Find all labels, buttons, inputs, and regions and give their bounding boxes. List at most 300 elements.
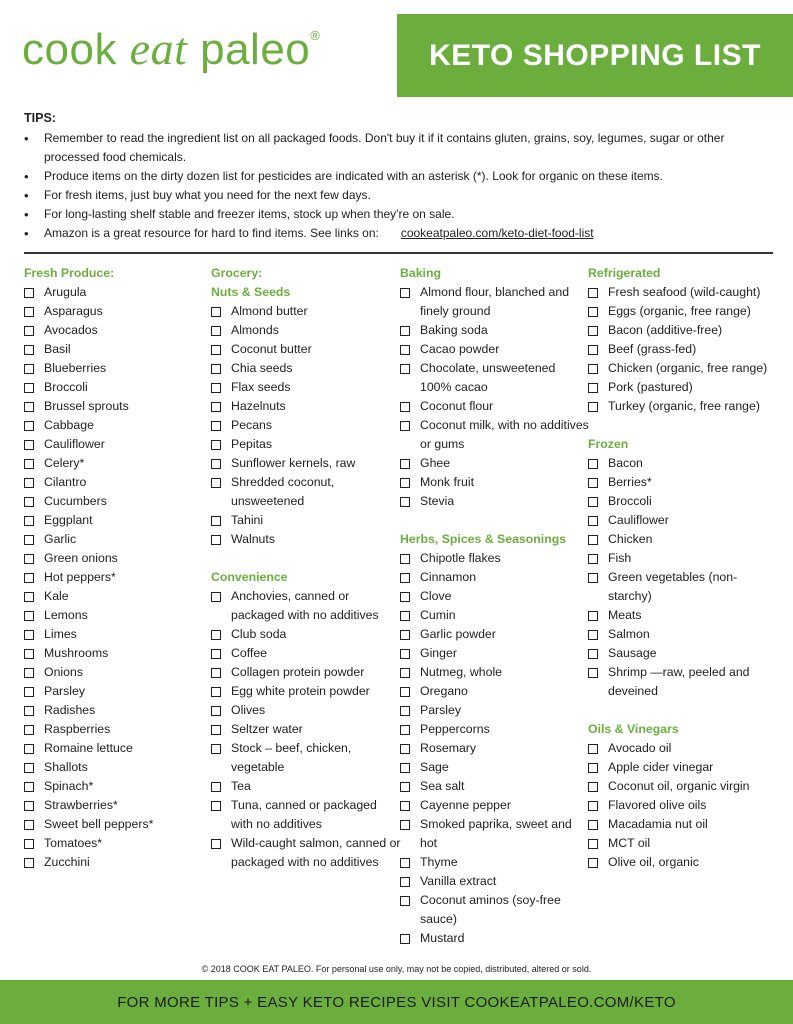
checkbox[interactable] [24, 763, 34, 773]
list-item[interactable] [24, 758, 214, 777]
list-item[interactable] [24, 359, 214, 378]
list-item[interactable] [400, 283, 590, 321]
registered-mark: ® [310, 28, 321, 43]
checkbox[interactable] [588, 611, 598, 621]
item-label: Chicken [608, 532, 653, 546]
item-label: Ghee [420, 456, 451, 470]
list-item[interactable] [211, 777, 401, 796]
list-item[interactable] [24, 682, 214, 701]
list-item[interactable] [588, 283, 778, 302]
checkbox[interactable] [211, 307, 221, 317]
checkbox[interactable] [24, 307, 34, 317]
list-item[interactable] [400, 340, 590, 359]
list-item[interactable] [24, 473, 214, 492]
list-item[interactable] [24, 454, 214, 473]
list-item[interactable] [588, 302, 778, 321]
list-item[interactable] [24, 815, 214, 834]
list-item[interactable] [400, 872, 590, 891]
list-item[interactable] [400, 397, 590, 416]
checkbox[interactable] [211, 725, 221, 735]
list-item[interactable] [400, 321, 590, 340]
checkbox[interactable] [24, 687, 34, 697]
checkbox[interactable] [24, 497, 34, 507]
list-item[interactable] [588, 796, 778, 815]
item-label: Coffee [231, 646, 268, 660]
list-section [24, 264, 214, 872]
checkbox[interactable] [24, 592, 34, 602]
checkbox[interactable] [400, 763, 410, 773]
item-label: Garlic [44, 532, 77, 546]
checkbox[interactable] [24, 535, 34, 545]
item-label: Collagen protein powder [231, 665, 365, 679]
tips-heading: TIPS: [24, 111, 56, 125]
checkbox[interactable] [211, 516, 221, 526]
checkbox[interactable] [211, 687, 221, 697]
list-item[interactable] [211, 435, 401, 454]
checkbox[interactable] [24, 706, 34, 716]
item-label: Pork (pastured) [608, 380, 693, 394]
item-label: Eggplant [44, 513, 93, 527]
checkbox[interactable] [400, 744, 410, 754]
checkbox[interactable] [588, 364, 598, 374]
item-label: Hazelnuts [231, 399, 286, 413]
checkbox[interactable] [400, 934, 410, 944]
list-item[interactable] [588, 511, 778, 530]
list-section [211, 283, 401, 549]
list-item[interactable] [24, 606, 214, 625]
item-label: Radishes [44, 703, 96, 717]
list-item[interactable] [211, 378, 401, 397]
item-label: Pecans [231, 418, 273, 432]
checkbox[interactable] [400, 820, 410, 830]
checkbox[interactable] [588, 326, 598, 336]
checkbox[interactable] [24, 668, 34, 678]
checkbox[interactable] [400, 668, 410, 678]
list-item[interactable] [211, 796, 401, 834]
checkbox[interactable] [400, 459, 410, 469]
checkbox[interactable] [400, 573, 410, 583]
list-item[interactable] [24, 492, 214, 511]
checkbox[interactable] [588, 288, 598, 298]
checkbox[interactable] [588, 497, 598, 507]
checkbox[interactable] [588, 668, 598, 678]
list-item[interactable] [24, 283, 214, 302]
checkbox[interactable] [588, 307, 598, 317]
section-title: Convenience [211, 570, 288, 584]
item-label: Mustard [420, 931, 465, 945]
item-label: Berries* [608, 475, 652, 489]
item-label: Almonds [231, 323, 279, 337]
checkbox[interactable] [24, 516, 34, 526]
list-item[interactable] [400, 454, 590, 473]
tip-item: • For long-lasting shelf stable and freezer items, stock up when they're on sale. [24, 205, 764, 224]
list-item[interactable] [400, 758, 590, 777]
checkbox[interactable] [211, 402, 221, 412]
checkbox[interactable] [24, 649, 34, 659]
checkbox[interactable] [24, 611, 34, 621]
item-label: Chipotle flakes [420, 551, 501, 565]
list-item[interactable] [400, 644, 590, 663]
list-item[interactable] [588, 454, 778, 473]
item-label: Eggs (organic, free range) [608, 304, 751, 318]
list-item[interactable] [588, 340, 778, 359]
list-item[interactable] [24, 321, 214, 340]
item-label: Sweet bell peppers* [44, 817, 154, 831]
list-item[interactable] [400, 929, 590, 948]
checkbox[interactable] [588, 345, 598, 355]
item-label: Stock – beef, chicken, vegetable [231, 741, 352, 774]
item-label: Cinnamon [420, 570, 477, 584]
list-item[interactable] [400, 473, 590, 492]
item-label: Cacao powder [420, 342, 500, 356]
checkbox[interactable] [400, 288, 410, 298]
checkbox[interactable] [211, 364, 221, 374]
checkbox[interactable] [211, 668, 221, 678]
list-item[interactable] [211, 397, 401, 416]
item-label: Asparagus [44, 304, 103, 318]
item-label: Tahini [231, 513, 264, 527]
list-item[interactable] [588, 397, 778, 416]
item-label: Bacon [608, 456, 643, 470]
list-item[interactable] [211, 473, 401, 511]
list-item[interactable] [24, 644, 214, 663]
list-item[interactable] [211, 739, 401, 777]
list-item[interactable] [211, 625, 401, 644]
checkbox[interactable] [588, 459, 598, 469]
tip-item: • For fresh items, just buy what you need for the next few days. [24, 186, 764, 205]
list-item[interactable] [211, 454, 401, 473]
list-item[interactable] [588, 378, 778, 397]
item-label: Ginger [420, 646, 457, 660]
keto-food-list-link[interactable]: cookeatpaleo.com/keto-diet-food-list [400, 226, 594, 240]
section-title: Oils & Vinegars [588, 722, 679, 736]
checkbox[interactable] [211, 459, 221, 469]
list-item[interactable] [588, 777, 778, 796]
list-item[interactable] [588, 815, 778, 834]
section-title: Baking [400, 266, 441, 280]
list-item[interactable] [24, 530, 214, 549]
checkbox[interactable] [588, 383, 598, 393]
item-label: Olive oil, organic [608, 855, 699, 869]
item-label: Apple cider vinegar [608, 760, 714, 774]
item-label: Green onions [44, 551, 118, 565]
logo-text-cook: cook [22, 25, 130, 74]
item-label: Parsley [44, 684, 86, 698]
checkbox[interactable] [24, 573, 34, 583]
item-label: Blueberries [44, 361, 107, 375]
checkbox[interactable] [588, 801, 598, 811]
checkbox[interactable] [588, 763, 598, 773]
list-item[interactable] [588, 473, 778, 492]
list-item[interactable] [400, 625, 590, 644]
list-item[interactable] [211, 321, 401, 340]
checkbox[interactable] [211, 839, 221, 849]
section-spacer [588, 701, 778, 720]
list-item[interactable] [588, 834, 778, 853]
checkbox[interactable] [24, 383, 34, 393]
checkbox[interactable] [211, 649, 221, 659]
item-label: Celery* [44, 456, 85, 470]
item-label: Bacon (additive-free) [608, 323, 723, 337]
item-label: Club soda [231, 627, 287, 641]
list-item[interactable] [24, 302, 214, 321]
checkbox[interactable] [588, 478, 598, 488]
checkbox[interactable] [400, 649, 410, 659]
list-item[interactable] [400, 739, 590, 758]
list-item[interactable] [400, 606, 590, 625]
checkbox[interactable] [24, 459, 34, 469]
item-label: Strawberries* [44, 798, 118, 812]
list-item[interactable] [400, 815, 590, 853]
section-spacer [588, 416, 778, 435]
tips-section [24, 111, 764, 243]
checkbox[interactable] [211, 478, 221, 488]
checkbox[interactable] [24, 858, 34, 868]
section-spacer [211, 549, 401, 568]
item-label: Sea salt [420, 779, 465, 793]
checkbox[interactable] [400, 687, 410, 697]
checkbox[interactable] [400, 630, 410, 640]
list-item[interactable] [211, 302, 401, 321]
section-title: Herbs, Spices & Seasonings [400, 532, 567, 546]
column-4 [588, 264, 778, 872]
list-item[interactable] [24, 739, 214, 758]
item-label: Coconut oil, organic virgin [608, 779, 750, 793]
checkbox[interactable] [24, 801, 34, 811]
list-item[interactable] [588, 625, 778, 644]
item-label: Broccoli [44, 380, 88, 394]
list-item[interactable] [211, 834, 401, 872]
column-3 [400, 264, 590, 948]
list-item[interactable] [24, 378, 214, 397]
item-label: Broccoli [608, 494, 652, 508]
list-item[interactable] [24, 701, 214, 720]
checkbox[interactable] [400, 364, 410, 374]
checkbox[interactable] [211, 782, 221, 792]
tips-list [24, 129, 764, 243]
checkbox[interactable] [24, 725, 34, 735]
list-item[interactable] [24, 340, 214, 359]
checkbox[interactable] [211, 421, 221, 431]
checkbox[interactable] [588, 573, 598, 583]
checkbox[interactable] [400, 497, 410, 507]
list-item[interactable] [400, 416, 590, 454]
checkbox[interactable] [24, 839, 34, 849]
list-section [211, 568, 401, 872]
item-label: Coconut butter [231, 342, 312, 356]
list-item[interactable] [400, 663, 590, 682]
checkbox[interactable] [400, 345, 410, 355]
list-item[interactable] [400, 853, 590, 872]
item-label: Oregano [420, 684, 468, 698]
checkbox[interactable] [400, 858, 410, 868]
item-label: Onions [44, 665, 83, 679]
list-item[interactable] [211, 663, 401, 682]
list-item[interactable] [24, 663, 214, 682]
list-item[interactable] [400, 777, 590, 796]
list-item[interactable] [211, 359, 401, 378]
item-label: Coconut aminos (soy-free sauce) [420, 893, 561, 926]
list-item[interactable] [588, 739, 778, 758]
checkbox[interactable] [24, 478, 34, 488]
title-banner [397, 14, 793, 97]
checkbox[interactable] [24, 820, 34, 830]
checkbox[interactable] [400, 554, 410, 564]
item-label: Sausage [608, 646, 657, 660]
item-label: Arugula [44, 285, 87, 299]
item-label: Zucchini [44, 855, 90, 869]
list-item[interactable] [24, 834, 214, 853]
list-item[interactable] [24, 435, 214, 454]
checkbox[interactable] [588, 820, 598, 830]
checkbox[interactable] [24, 440, 34, 450]
column-2 [211, 264, 401, 872]
checkbox[interactable] [24, 345, 34, 355]
list-item[interactable] [24, 549, 214, 568]
checkbox[interactable] [588, 744, 598, 754]
checkbox[interactable] [588, 402, 598, 412]
list-item[interactable] [400, 359, 590, 397]
list-item[interactable] [400, 682, 590, 701]
list-item[interactable] [24, 416, 214, 435]
list-item[interactable] [588, 663, 778, 701]
list-item[interactable] [588, 359, 778, 378]
checkbox[interactable] [24, 288, 34, 298]
list-item[interactable] [211, 682, 401, 701]
section-title: Fresh Produce: [24, 266, 115, 280]
item-label: Tuna, canned or packaged with no additives [231, 798, 377, 831]
list-item[interactable] [24, 777, 214, 796]
list-item[interactable] [400, 701, 590, 720]
list-section [588, 264, 778, 416]
list-item[interactable] [588, 853, 778, 872]
checkbox[interactable] [211, 630, 221, 640]
list-item[interactable] [24, 625, 214, 644]
checkbox[interactable] [400, 402, 410, 412]
checkbox[interactable] [211, 383, 221, 393]
list-section [588, 435, 778, 701]
list-item[interactable] [588, 321, 778, 340]
checkbox[interactable] [400, 592, 410, 602]
list-item[interactable] [400, 720, 590, 739]
item-label: Tomatoes* [44, 836, 103, 850]
list-item[interactable] [24, 568, 214, 587]
list-item[interactable] [24, 587, 214, 606]
item-label: Cucumbers [44, 494, 107, 508]
list-item[interactable] [588, 644, 778, 663]
list-item[interactable] [588, 568, 778, 606]
checkbox[interactable] [588, 839, 598, 849]
checkbox[interactable] [400, 326, 410, 336]
item-label: Fresh seafood (wild-caught) [608, 285, 761, 299]
item-label: Peppercorns [420, 722, 490, 736]
checkbox[interactable] [211, 592, 221, 602]
checkbox[interactable] [211, 440, 221, 450]
checkbox[interactable] [24, 326, 34, 336]
item-label: Lemons [44, 608, 88, 622]
list-item[interactable] [400, 568, 590, 587]
checkbox[interactable] [588, 535, 598, 545]
checkbox[interactable] [400, 782, 410, 792]
checkbox[interactable] [24, 421, 34, 431]
list-item[interactable] [211, 587, 401, 625]
checkbox[interactable] [24, 402, 34, 412]
checkbox[interactable] [24, 630, 34, 640]
list-item[interactable] [24, 397, 214, 416]
checkbox[interactable] [588, 782, 598, 792]
checkbox[interactable] [24, 782, 34, 792]
checkbox[interactable] [588, 516, 598, 526]
checkbox[interactable] [211, 535, 221, 545]
list-item[interactable] [24, 720, 214, 739]
list-item[interactable] [400, 587, 590, 606]
list-item[interactable] [588, 758, 778, 777]
item-label: Chia seeds [231, 361, 293, 375]
list-item[interactable] [211, 701, 401, 720]
list-item[interactable] [588, 530, 778, 549]
list-item[interactable] [211, 416, 401, 435]
list-item[interactable] [24, 796, 214, 815]
checkbox[interactable] [400, 725, 410, 735]
section-title: Refrigerated [588, 266, 661, 280]
checkbox[interactable] [211, 706, 221, 716]
list-item[interactable] [24, 853, 214, 872]
checkbox[interactable] [588, 630, 598, 640]
list-item[interactable] [211, 530, 401, 549]
checkbox[interactable] [24, 364, 34, 374]
checkbox[interactable] [211, 801, 221, 811]
item-label: Avocado oil [608, 741, 672, 755]
checkbox[interactable] [400, 421, 410, 431]
item-label: Cayenne pepper [420, 798, 511, 812]
list-item[interactable] [400, 891, 590, 929]
checkbox[interactable] [588, 554, 598, 564]
item-label: Turkey (organic, free range) [608, 399, 760, 413]
checkbox[interactable] [588, 649, 598, 659]
list-item[interactable] [588, 606, 778, 625]
checkbox[interactable] [24, 744, 34, 754]
list-item[interactable] [211, 644, 401, 663]
checkbox[interactable] [211, 326, 221, 336]
checkbox[interactable] [211, 345, 221, 355]
list-item[interactable] [211, 511, 401, 530]
list-item[interactable] [400, 796, 590, 815]
checkbox[interactable] [400, 877, 410, 887]
item-label: MCT oil [608, 836, 651, 850]
checkbox[interactable] [400, 896, 410, 906]
list-item[interactable] [400, 492, 590, 511]
list-item[interactable] [400, 549, 590, 568]
item-label: Cauliflower [44, 437, 105, 451]
brand-logo [22, 22, 320, 75]
checkbox[interactable] [211, 744, 221, 754]
item-label: Baking soda [420, 323, 488, 337]
item-label: Seltzer water [231, 722, 303, 736]
checkbox[interactable] [400, 478, 410, 488]
checkbox[interactable] [400, 611, 410, 621]
list-item[interactable] [211, 340, 401, 359]
list-item[interactable] [24, 511, 214, 530]
section-divider [24, 252, 773, 254]
item-label: Garlic powder [420, 627, 496, 641]
list-item[interactable] [588, 549, 778, 568]
checkbox[interactable] [400, 801, 410, 811]
checkbox[interactable] [400, 706, 410, 716]
list-item[interactable] [211, 720, 401, 739]
checkbox[interactable] [24, 554, 34, 564]
list-item[interactable] [588, 492, 778, 511]
checkbox[interactable] [588, 858, 598, 868]
